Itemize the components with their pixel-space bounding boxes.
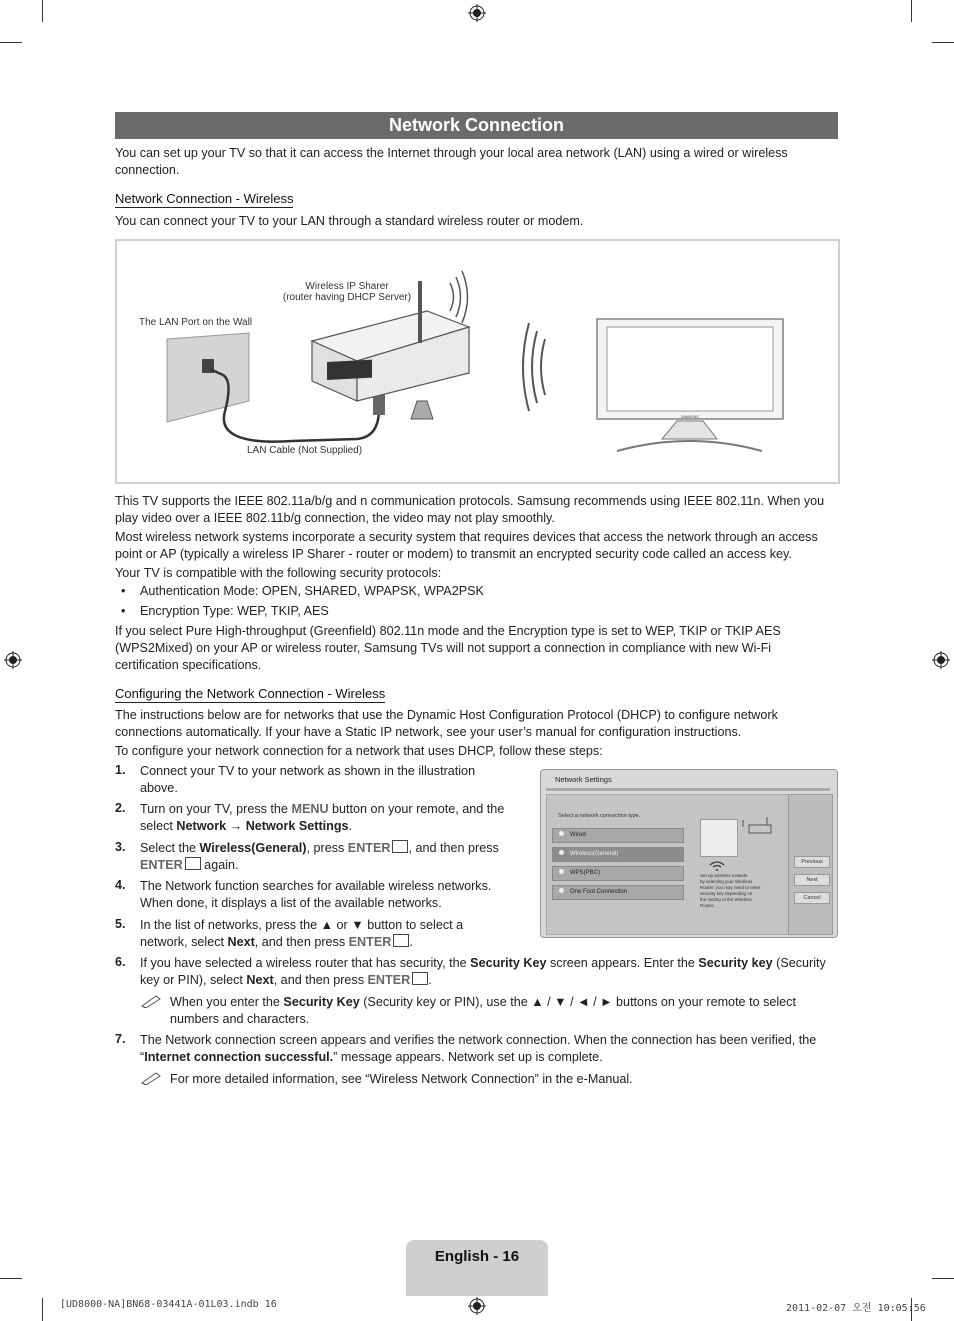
option-one-foot[interactable] (552, 885, 684, 900)
description-line: by selecting your Wireless (700, 879, 753, 884)
paragraph-security: Most wireless network systems incorporate a security system that requires devices that access the network through an access point or AP (typically a wireless IP Sharer - router or modem) to transmit an encrypted security code called an access key. (115, 530, 818, 561)
paragraph-compatible: Your TV is compatible with the following security protocols: (115, 566, 442, 580)
option-label: Wired (570, 832, 586, 838)
crop-mark (932, 1278, 954, 1279)
enter-key: ENTER (348, 935, 392, 949)
panel-prompt: Select a network connection type. (558, 813, 641, 819)
diagram-illustration (117, 241, 838, 482)
wifi-icon (707, 859, 727, 871)
step-2-part: . (348, 819, 353, 833)
intro-text: You can set up your TV so that it can access the Internet through your local area network (LAN) using a wired or wireless connection. (115, 146, 788, 177)
tv-signal-icon (523, 323, 545, 411)
paragraph-dhcp: The instructions below are for networks that use the Dynamic Host Configuration Protocol (DHCP) to configure network connections automatically. If your have a Static IP network, see your user’s manual for configuration instructions. (115, 708, 778, 739)
step-3-part: Select the (140, 841, 200, 855)
bullet-icon: • (121, 604, 126, 618)
step-6-part: If you have selected a wireless router that has security, the (140, 956, 471, 970)
step-1-text: Connect your TV to your network as shown in the illustration above. (140, 764, 476, 795)
step-2-part: Turn on your TV, press the (140, 802, 292, 816)
panel-title: Network Settings (555, 775, 612, 784)
step-6-part: . (428, 973, 432, 987)
next-option: Next (227, 935, 255, 949)
security-key-screen: Security Key (470, 956, 547, 970)
step-number: 5. (115, 917, 126, 931)
security-key-field: Security key (698, 956, 773, 970)
description-line: the setting of the Wireless (700, 897, 752, 902)
router-label-line1: Wireless IP Sharer (305, 281, 389, 292)
enter-key: ENTER (367, 973, 411, 987)
step-5-text (140, 917, 510, 951)
step-2-part: button on your remote, and the select (140, 802, 505, 833)
panel-description (700, 873, 780, 909)
bullet-encryption: Encryption Type: WEP, TKIP, AES (140, 604, 329, 618)
step-6-part: , and then press (273, 973, 368, 987)
step-6-part: (Security key or PIN), select (140, 956, 826, 987)
section-text-wireless: You can connect your TV to your LAN through a standard wireless router or modem. (115, 214, 584, 228)
description-line: Set up wireless network (700, 873, 748, 878)
panel-main-area (546, 794, 790, 935)
page-number: English - 16 (434, 1248, 520, 1265)
print-date-info: 2011-02-07 오전 10:05:56 (786, 1303, 926, 1314)
description-line: Router. (700, 903, 715, 908)
router-icon (312, 281, 469, 419)
paragraph-greenfield: If you select Pure High-throughput (Greenfield) 802.11n mode and the Encryption type is set to WEP, TKIP or TKIP AES (WPS2Mixed) on your AP or wireless router, Samsung TVs will not support a connection in compliance with new Wi-Fi certification specifications. (115, 624, 781, 672)
option-label: Wireless(General) (570, 851, 619, 857)
step-7-text (140, 1032, 838, 1066)
bullet-icon: • (121, 584, 126, 598)
step-6-part: screen appears. Enter the (546, 956, 699, 970)
cable-label: LAN Cable (Not Supplied) (247, 445, 363, 456)
enter-icon (392, 840, 408, 853)
network-menu: Network (176, 819, 227, 833)
description-line: security key depending on (700, 891, 753, 896)
wall-port-label: The LAN Port on the Wall (139, 317, 253, 328)
enter-key: ENTER (347, 841, 391, 855)
bullet-auth-mode: Authentication Mode: OPEN, SHARED, WPAPSK, WPA2PSK (140, 584, 484, 598)
crop-mark (0, 1278, 22, 1279)
tv-icon (597, 319, 783, 451)
enter-icon (393, 934, 409, 947)
step-3-part: , and then press (408, 841, 499, 855)
paragraph-steps-intro: To configure your network connection for a network that uses DHCP, follow these steps: (115, 744, 603, 758)
step-3-text (140, 840, 510, 874)
step-number: 1. (115, 763, 126, 777)
option-label: WPS(PBC) (570, 870, 600, 876)
note-pencil-icon (140, 994, 162, 1008)
enter-icon (185, 857, 201, 870)
step-4-text: The Network function searches for available wireless networks. When done, it displays a list of the available networks. (140, 879, 492, 910)
router-signal-icon (450, 271, 468, 323)
step-5-part: , and then press (254, 935, 349, 949)
note-pencil-icon (140, 1071, 162, 1085)
router-small-icon (741, 817, 781, 835)
step-number: 2. (115, 801, 126, 815)
option-wireless-general[interactable] (552, 847, 684, 862)
network-settings-screen (540, 769, 838, 938)
panel-progress-bar (546, 788, 830, 791)
crop-mark (42, 0, 43, 22)
router-label-line2: (router having DHCP Server) (282, 292, 412, 303)
step-2-text (140, 801, 510, 835)
registration-mark-icon (4, 651, 22, 669)
previous-button[interactable]: Previous (794, 856, 830, 868)
registration-mark-icon (468, 4, 486, 22)
crop-mark (932, 42, 954, 43)
note-1-part: When you enter the (170, 995, 284, 1009)
next-button[interactable]: Next (794, 874, 830, 886)
step-number: 7. (115, 1032, 126, 1046)
wireless-general-option: Wireless(General) (199, 841, 307, 855)
note-2-text: For more detailed information, see “Wireless Network Connection” in the e-Manual. (170, 1072, 633, 1086)
step-number: 4. (115, 878, 126, 892)
option-wps-pbc[interactable] (552, 866, 684, 881)
step-6-text (140, 955, 838, 989)
network-settings-menu: Network Settings (245, 819, 349, 833)
step-5-part: In the list of networks, press the ▲ or ▼ button to select a network, select (140, 918, 464, 949)
crop-mark (0, 42, 22, 43)
next-option: Next (246, 973, 274, 987)
page-title: Network Connection (115, 112, 838, 139)
step-7-part: The Network connection screen appears and verifies the network connection. When the connection has been verified, the “ (140, 1033, 817, 1064)
registration-mark-icon (932, 651, 950, 669)
step-7-part: ” message appears. Network set up is complete. (333, 1050, 603, 1064)
page-number-tab (406, 1240, 548, 1296)
step-number: 3. (115, 840, 126, 854)
step-3-part: again. (200, 858, 239, 872)
security-key-label: Security Key (283, 995, 360, 1009)
panel-button-area (788, 794, 833, 935)
cancel-button[interactable]: Cancel (794, 892, 830, 904)
option-label: One Foot Connection (570, 889, 628, 895)
step-5-part: . (409, 935, 413, 949)
option-wired[interactable] (552, 828, 684, 843)
enter-icon (412, 972, 428, 985)
print-file-info: [UD8000-NA]BN68-03441A-01L03.indb 16 (60, 1299, 277, 1310)
description-line: Router. you may need to enter (700, 885, 761, 890)
note-1-text (170, 994, 838, 1028)
registration-mark-icon (468, 1297, 486, 1315)
crop-mark (42, 1298, 43, 1321)
menu-key: MENU (291, 802, 329, 816)
paragraph-protocols: This TV supports the IEEE 802.11a/b/g and n communication protocols. Samsung recommends using IEEE 802.11n. When you play video over a IEEE 802.11b/g connection, the video may not play smoothly. (115, 494, 825, 525)
internet-success-message: Internet connection successful. (144, 1050, 334, 1064)
crop-mark (911, 0, 912, 22)
section-heading-configuring: Configuring the Network Connection - Wireless (115, 686, 386, 701)
tv-brand-label: SAMSUNG (681, 415, 699, 419)
arrow: → (226, 819, 246, 833)
note-1-part: (Security key or PIN), use the ▲ / ▼ / ◄ / ► buttons on your remote to select numbers and characters. (170, 995, 796, 1026)
step-3-part: , press (306, 841, 348, 855)
wall-icon (167, 333, 249, 422)
wireless-preview-image (700, 819, 738, 857)
network-diagram (115, 239, 840, 484)
section-heading-wireless: Network Connection - Wireless (115, 191, 294, 206)
enter-key: ENTER (140, 858, 183, 872)
step-number: 6. (115, 955, 126, 969)
